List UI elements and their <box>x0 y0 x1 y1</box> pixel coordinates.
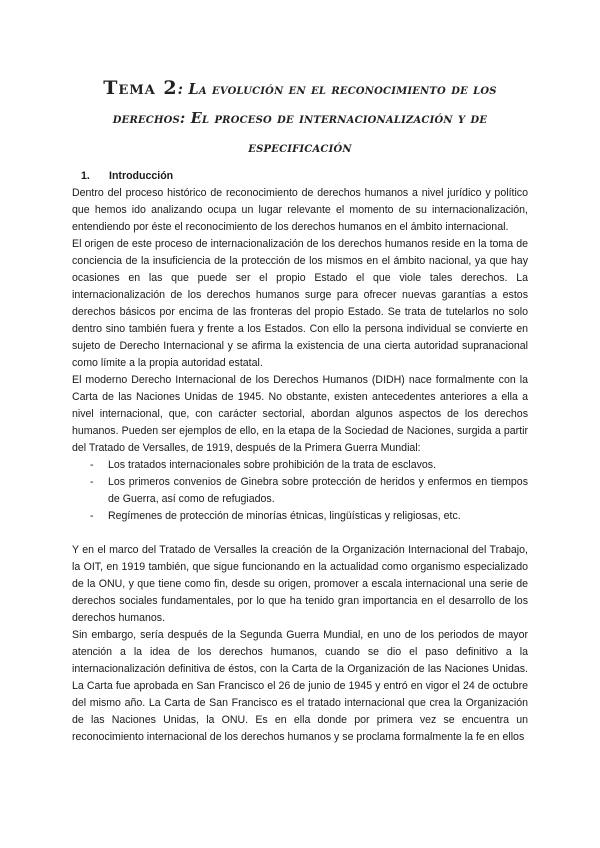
bullet-text: Regímenes de protección de minorías étnicas, lingüísticas y religiosas, etc. <box>108 510 461 522</box>
paragraph-2: El origen de este proceso de internacionalización de los derechos humanos reside en la toma de conciencia de la insuficiencia de la protección de los mismos en el ámbito nacional, ya que hay ocasiones en las que puede ser el propio Estado el que viole tales derechos. La internacionalización de los derechos humanos surge para ofrecer nuevas garantías a estos derechos básicos por encima de las fronteras del propio Estado. Se trata de tutelarlos no solo dentro sino también fuera y frente a los Estados. Con ello la persona individual se convierte en sujeto de Derecho Internacional y se afirma la existencia de una cierta autoridad supranacional como límite a la propia autoridad estatal. <box>72 238 528 369</box>
paragraph-5: Sin embargo, sería después de la Segunda Guerra Mundial, en uno de los periodos de mayor atención a la idea de los derechos humanos, cuando se dio el paso definitivo a la internacionalización definitiva de éstos, con la Carta de la Organización de las Naciones Unidas. La Carta fue aprobada en San Francisco el 26 de junio de 1945 y entró en vigor el 24 de octubre del mismo año. La Carta de San Francisco es el tratado internacional que crea la Organización de las Naciones Unidas, la ONU. Es en ella donde por primera vez se encuentra un reconocimiento internacional de los derechos humanos y se proclama formalmente la fe en ellos <box>72 629 528 743</box>
bullet-marker: - <box>90 476 94 488</box>
bullet-marker: - <box>90 510 94 522</box>
title-rest: : La evolución en el reconocimiento de los derechos: El proceso de internacionalización y de especificación <box>112 81 497 156</box>
list-item <box>90 508 528 525</box>
paragraph-4: Y en el marco del Tratado de Versalles la creación de la Organización Internacional del Trabajo, la OIT, en 1919 también, que sigue funcionando en la actualidad como organismo especializado de la ONU, y que tiene como fin, desde su origen, promover a escala internacional una serie de derechos sociales fundamentales, por lo que ha tenido gran importancia en el desarrollo de los derechos humanos. <box>72 544 528 624</box>
bullet-text: Los primeros convenios de Ginebra sobre protección de heridos y enfermos en tiempos de Guerra, así como de refugiados. <box>108 476 528 505</box>
document-title <box>72 74 528 162</box>
bullet-marker: - <box>90 459 94 471</box>
section-number: 1. <box>81 170 90 182</box>
list-item <box>90 474 528 508</box>
paragraph-spacer <box>72 525 528 542</box>
title-lead: Tema 2 <box>103 77 178 99</box>
paragraph-1: Dentro del proceso histórico de reconocimiento de derechos humanos a nivel jurídico y político que hemos ido analizando ocupa un lugar relevante el momento de su internacionalización, entendiendo por éste el reconocimiento de los derechos humanos en el ámbito internacional. <box>72 187 528 233</box>
list-item <box>90 457 528 474</box>
section-label: Introducción <box>109 170 174 182</box>
paragraph-3: El moderno Derecho Internacional de los Derechos Humanos (DIDH) nace formalmente con la Carta de las Naciones Unidas de 1945. No obstante, existen antecedentes anteriores a ella a nivel internacional, que, con carácter sectorial, abordan algunos aspectos de los derechos humanos. Pueden ser ejemplos de ello, en la etapa de la Sociedad de Naciones, surgida a partir del Tratado de Versalles, de 1919, después de la Primera Guerra Mundial: <box>72 374 528 454</box>
section-heading <box>81 168 528 185</box>
bullet-text: Los tratados internacionales sobre prohibición de la trata de esclavos. <box>108 459 437 471</box>
bullet-list <box>72 457 528 525</box>
